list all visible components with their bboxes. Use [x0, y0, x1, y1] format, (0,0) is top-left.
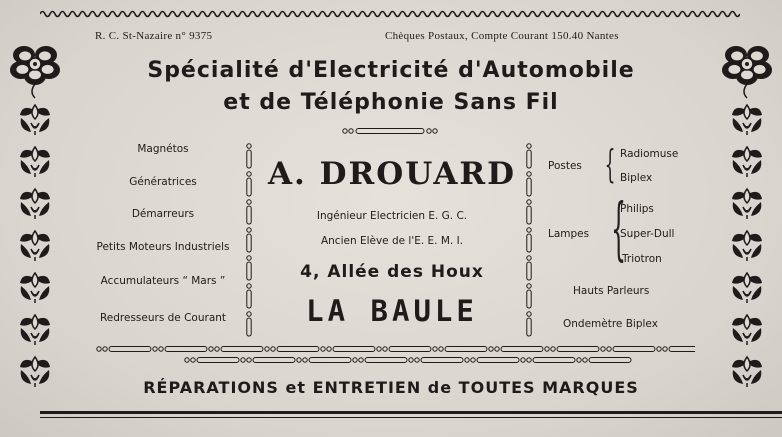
iris-flower-icon — [732, 189, 762, 219]
iris-flower-icon — [732, 147, 762, 177]
lampes-triotron: Triotron — [622, 253, 662, 265]
title-ornament — [340, 126, 440, 136]
list-item-generatrices: Génératrices — [129, 176, 197, 188]
title-line-2: et de Téléphonie Sans Fil — [223, 90, 559, 115]
horizontal-chain-row — [185, 358, 631, 363]
list-item-redresseurs: Redresseurs de Courant — [99, 312, 227, 324]
postes-radiomuse: Radiomuse — [620, 148, 679, 160]
postes-biplex: Biplex — [620, 172, 653, 184]
bottom-rule-thin — [40, 417, 782, 418]
left-vertical-ornament — [245, 140, 253, 340]
engineer-title: Ingénieur Electricien E. G. C. — [316, 210, 468, 222]
iris-flower-icon — [732, 273, 762, 303]
list-item-petits-moteurs: Petits Moteurs Industriels — [96, 241, 230, 253]
chain-ornament — [95, 344, 695, 366]
rcs-registration: R. C. St-Nazaire n° 9375 — [95, 30, 213, 42]
vertical-chain-icon — [527, 144, 531, 336]
footer-repairs: RÉPARATIONS et ENTRETIEN de TOUTES MARQUES — [143, 378, 639, 397]
wavy-border-icon — [40, 8, 740, 20]
iris-flower-icon — [20, 315, 50, 345]
list-item-magnetos: Magnétos — [137, 143, 189, 155]
lampes-super-dull: Super-Dull — [620, 228, 675, 240]
list-item-accumulateurs: Accumulateurs “ Mars ” — [100, 275, 226, 287]
lampes-brace: { — [611, 190, 627, 269]
lampes-label: Lampes — [548, 228, 590, 240]
iris-flower-icon — [20, 147, 50, 177]
ondemetre-biplex: Ondemètre Biplex — [563, 318, 658, 330]
street-address: 4, Allée des Houx — [300, 262, 484, 282]
bottom-rule-thick — [40, 411, 782, 414]
cheques-postaux: Chèques Postaux, Compte Courant 150.40 Nantes — [385, 30, 619, 42]
iris-flower-icon — [732, 315, 762, 345]
iris-flower-icon — [20, 231, 50, 261]
lampes-philips: Philips — [620, 203, 654, 215]
iris-flower-icon — [732, 231, 762, 261]
list-item-demarreurs: Démarreurs — [131, 208, 195, 220]
company-name: A. DROUARD — [267, 156, 517, 192]
horizontal-chain-row — [97, 347, 695, 352]
former-student: Ancien Elève de l'E. E. M. I. — [320, 235, 464, 247]
right-vertical-ornament — [525, 140, 533, 340]
vertical-chain-icon — [247, 144, 251, 336]
iris-flower-icon — [20, 273, 50, 303]
city-name: LA BAULE — [306, 294, 478, 328]
title-line-1: Spécialité d'Electricité d'Automobile — [147, 58, 635, 83]
postes-label: Postes — [548, 160, 582, 172]
hauts-parleurs: Hauts Parleurs — [573, 285, 650, 297]
postes-brace: { — [604, 142, 616, 186]
iris-flower-icon — [20, 189, 50, 219]
